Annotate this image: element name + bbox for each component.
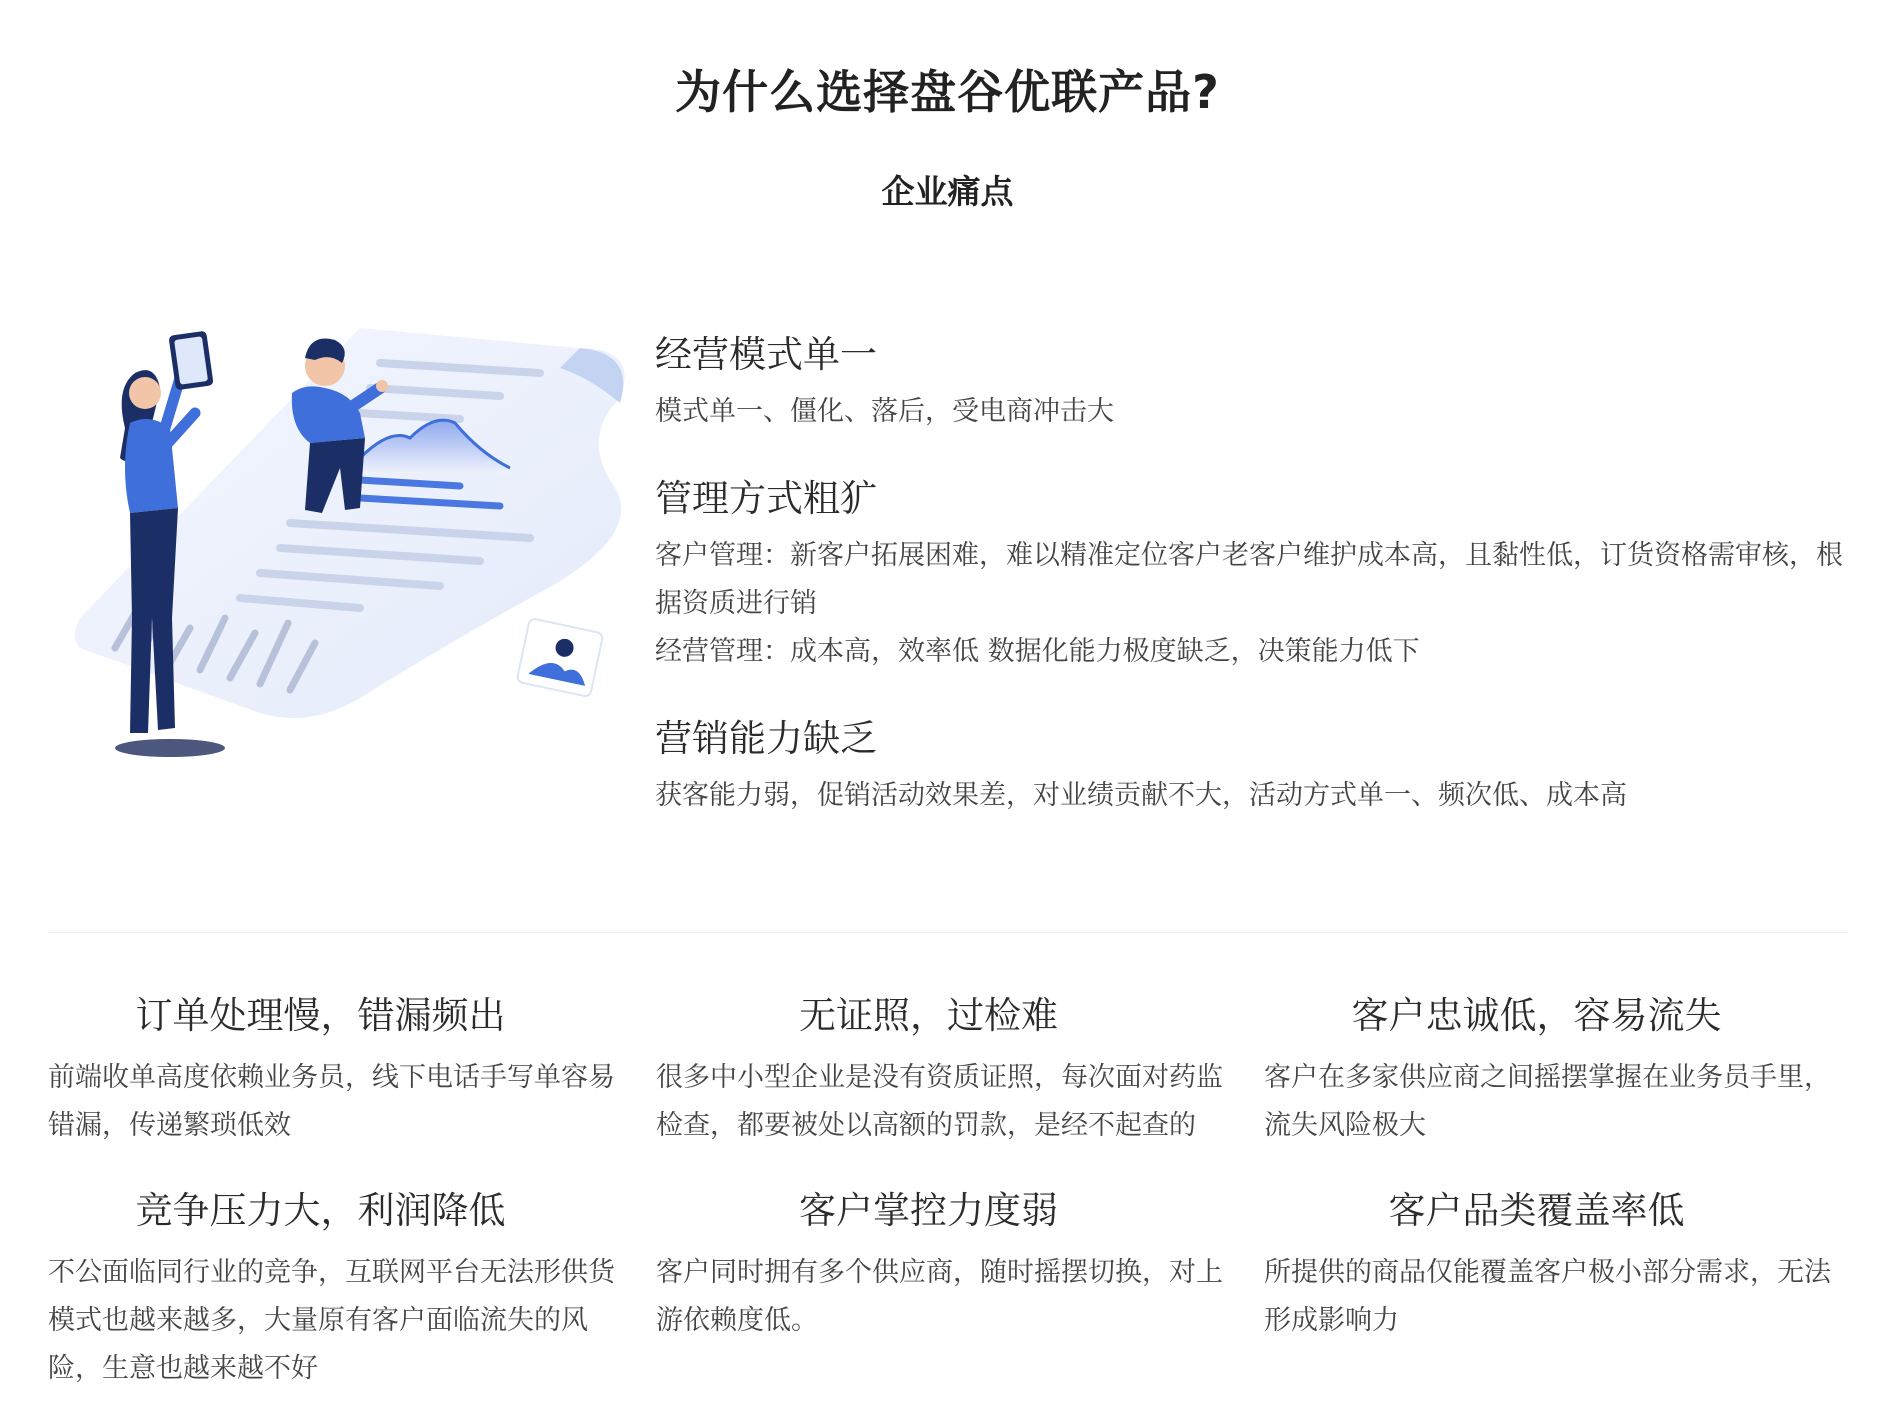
issue-card bbox=[48, 1185, 623, 1393]
issue-card bbox=[1264, 990, 1839, 1150]
issue-title: 客户忠诚低，容易流失 bbox=[1351, 994, 1722, 1037]
pain-item-title: 营销能力缺乏 bbox=[655, 717, 877, 760]
page-title: 为什么选择盘谷优联产品? bbox=[675, 65, 1220, 119]
section-subtitle: 企业痛点 bbox=[881, 172, 1014, 211]
pain-item-desc: 经营管理：成本高，效率低 数据化能力极度缺乏，决策能力低下 bbox=[655, 636, 1420, 667]
pain-item bbox=[655, 714, 1855, 820]
pain-item-desc: 模式单一、僵化、落后，受电商冲击大 bbox=[655, 396, 1114, 427]
illustration-analytics bbox=[60, 318, 630, 758]
issue-desc: 客户同时拥有多个供应商，随时摇摆切换，对上游依赖度低。 bbox=[656, 1257, 1223, 1336]
issue-card bbox=[656, 990, 1231, 1150]
pain-item-desc: 获客能力弱，促销活动效果差，对业绩贡献不大，活动方式单一、频次低、成本高 bbox=[655, 780, 1627, 811]
issue-desc: 前端收单高度依赖业务员，线下电话手写单容易错漏，传递繁琐低效 bbox=[48, 1062, 615, 1141]
issue-desc: 很多中小型企业是没有资质证照，每次面对药监检查，都要被处以高额的罚款，是经不起查的 bbox=[656, 1062, 1223, 1141]
issue-card bbox=[48, 990, 623, 1150]
issue-title: 客户品类覆盖率低 bbox=[1388, 1189, 1685, 1232]
pain-item bbox=[655, 474, 1855, 676]
issue-desc: 客户在多家供应商之间摇摆掌握在业务员手里，流失风险极大 bbox=[1264, 1062, 1831, 1141]
pain-item-desc: 客户管理：新客户拓展困难，难以精准定位客户老客户维护成本高，且黏性低，订货资格需审核，根据资质进行销 bbox=[655, 540, 1843, 619]
issue-card bbox=[656, 1185, 1231, 1345]
issue-title: 客户掌控力度弱 bbox=[799, 1189, 1058, 1232]
issue-title: 订单处理慢，错漏频出 bbox=[135, 994, 506, 1037]
issue-desc: 所提供的商品仅能覆盖客户极小部分需求，无法形成影响力 bbox=[1264, 1257, 1831, 1336]
pain-item-title: 管理方式粗犷 bbox=[655, 477, 877, 520]
pain-item bbox=[655, 330, 1855, 436]
issue-title: 竞争压力大，利润降低 bbox=[135, 1189, 506, 1232]
issue-title: 无证照，过检难 bbox=[799, 994, 1058, 1037]
issue-desc: 不公面临同行业的竞争，互联网平台无法形供货模式也越来越多，大量原有客户面临流失的风险，生意也越来越不好 bbox=[48, 1257, 615, 1384]
pain-points-list bbox=[655, 330, 1855, 858]
section-divider bbox=[48, 932, 1848, 933]
pain-item-title: 经营模式单一 bbox=[655, 333, 877, 376]
issue-card bbox=[1264, 1185, 1839, 1345]
